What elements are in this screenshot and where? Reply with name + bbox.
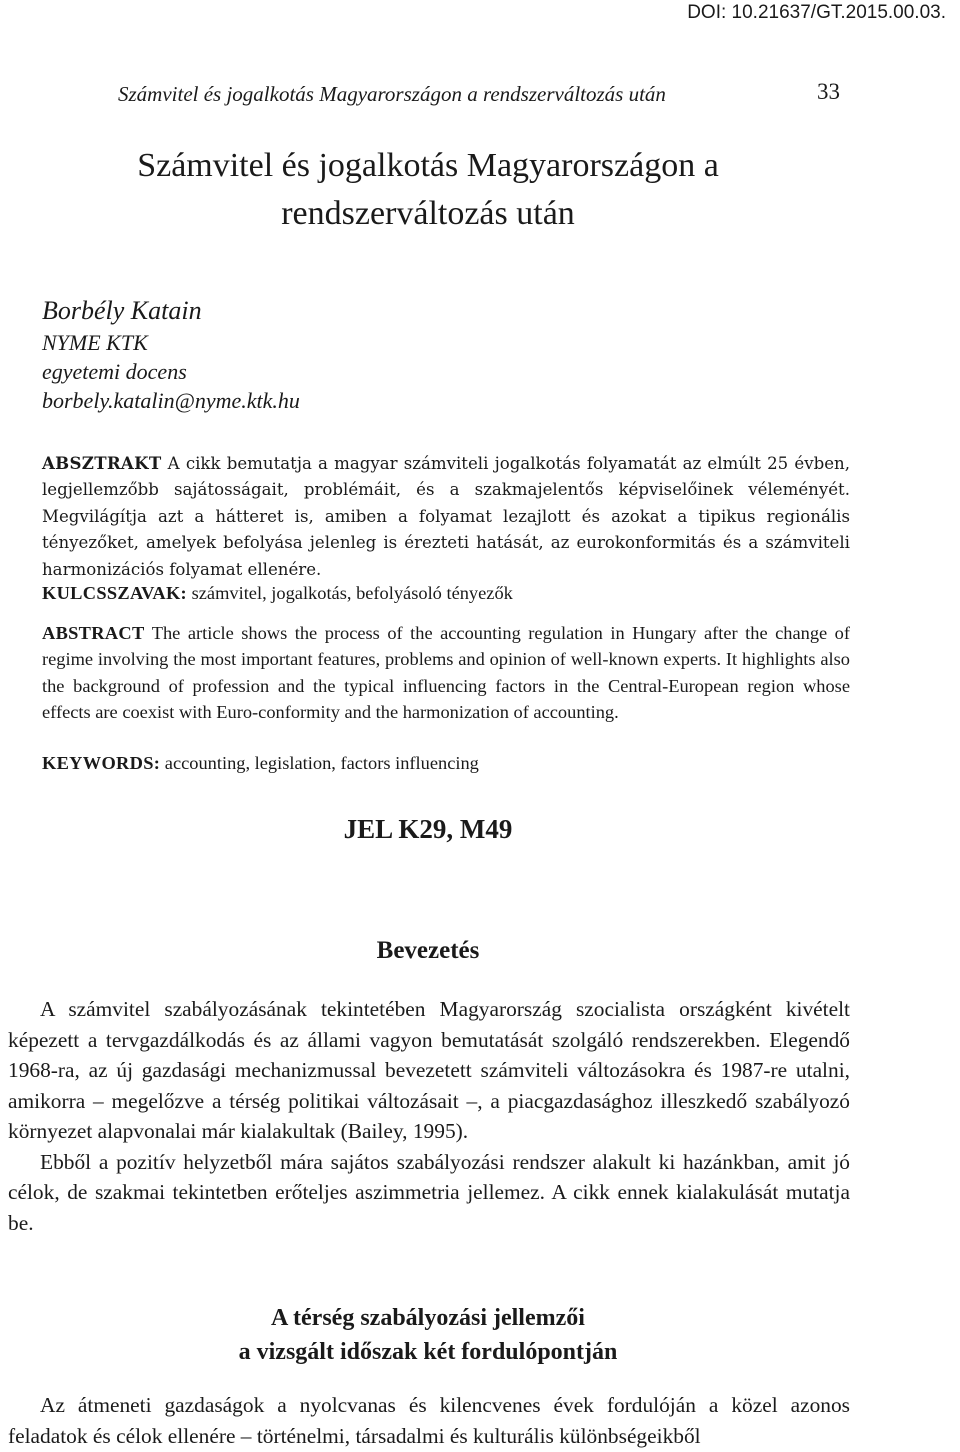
abstract-hungarian (42, 450, 850, 583)
author-name: Borbély Katain (42, 296, 202, 325)
section-heading-regional-characteristics (0, 1301, 856, 1369)
running-title: Számvitel és jogalkotás Magyarországon a rendszerváltozás után (118, 82, 666, 106)
keywords-english-text: accounting, legislation, factors influencing (164, 753, 479, 773)
doi-line: DOI: 10.21637/GT.2015.00.03. (687, 2, 946, 23)
introduction-body (8, 994, 850, 1238)
keywords-hungarian-label: KULCSSZAVAK: (42, 583, 187, 603)
keywords-hungarian-text: számvitel, jogalkotás, befolyásoló tényezők (191, 583, 513, 603)
keywords-english-label: KEYWORDS: (42, 753, 161, 773)
abstract-hungarian-text: A cikk bemutatja a magyar számviteli jogalkotás folyamatát az elmúlt 25 évben, legjellemzőbb sajátosságait, problémáit, és a szakmajelentős képviselőinek véleményét. Megvilágítja azt a hátteret is, amiben a folyamat lezajlott és azokat a tipikus regionális tényezőket, amelyek befolyása jelenleg is érezteti hatását, az eurokonformitás és a számviteli harmonizációs folyamat ellenére. (42, 454, 850, 579)
abstract-english (42, 620, 850, 726)
jel-classification: JEL K29, M49 (343, 814, 513, 844)
abstract-english-text: The article shows the process of the accounting regulation in Hungary after the change of regime involving the most important features, problems and opinion of well-known experts. It highlights also the background of profession and the typical influencing factors in the Central-European region whose effects are coexist with Euro-conformity and the harmonization of accounting. (42, 623, 850, 723)
introduction-paragraph-2: Ebből a pozitív helyzetből mára sajátos szabályozási rendszer alakult ki hazánkban, amit jó célok, de szakmai tekintetben erőteljes aszimmetria jellemez. A cikk ennek kialakulását mutatja be. (8, 1149, 850, 1235)
keywords-hungarian (42, 580, 850, 606)
abstract-english-label: ABSTRACT (42, 623, 145, 643)
author-block (42, 294, 300, 415)
article-title-line-2: rendszerváltozás után (281, 195, 575, 232)
author-position: egyetemi docens (42, 359, 187, 384)
section2-paragraph-1: Az átmeneti gazdaságok a nyolcvanas és kilencvenes évek fordulóján a közel azonos feladatok és célok ellenére – történelmi, társadalmi és kulturális különbségeikből (8, 1393, 850, 1448)
author-email[interactable]: borbely.katalin@nyme.ktk.hu (42, 388, 300, 413)
section-heading-introduction: Bevezetés (376, 937, 480, 964)
author-affiliation: NYME KTK (42, 330, 148, 355)
introduction-paragraph-1: A számvitel szabályozásának tekintetében Magyarország szocialista országként kivételt képezett a tervgazdálkodás és az állami vagyon bemutatását szolgáló rendszerekben. Elegendő 1968-ra, az új gazdasági mechanizmussal bevezetett számviteli változásokra és 1987-re utalni, amikorra – megelőzve a térség politikai változásait –, a piacgazdasághoz illeszkedő szabályozó környezet alapvonalai már kialakultak (Bailey, 1995). (8, 997, 850, 1143)
abstract-hungarian-label: ABSZTRAKT (42, 453, 162, 473)
keywords-english (42, 750, 850, 776)
section-heading-line-2: a vizsgált időszak két fordulópontján (238, 1339, 618, 1365)
section-heading-line-1: A térség szabályozási jellemzői (271, 1305, 585, 1331)
section2-body (8, 1390, 850, 1451)
article-title (0, 142, 856, 238)
article-title-line-1: Számvitel és jogalkotás Magyarországon a (137, 147, 719, 184)
page-number: 33 (817, 79, 840, 104)
